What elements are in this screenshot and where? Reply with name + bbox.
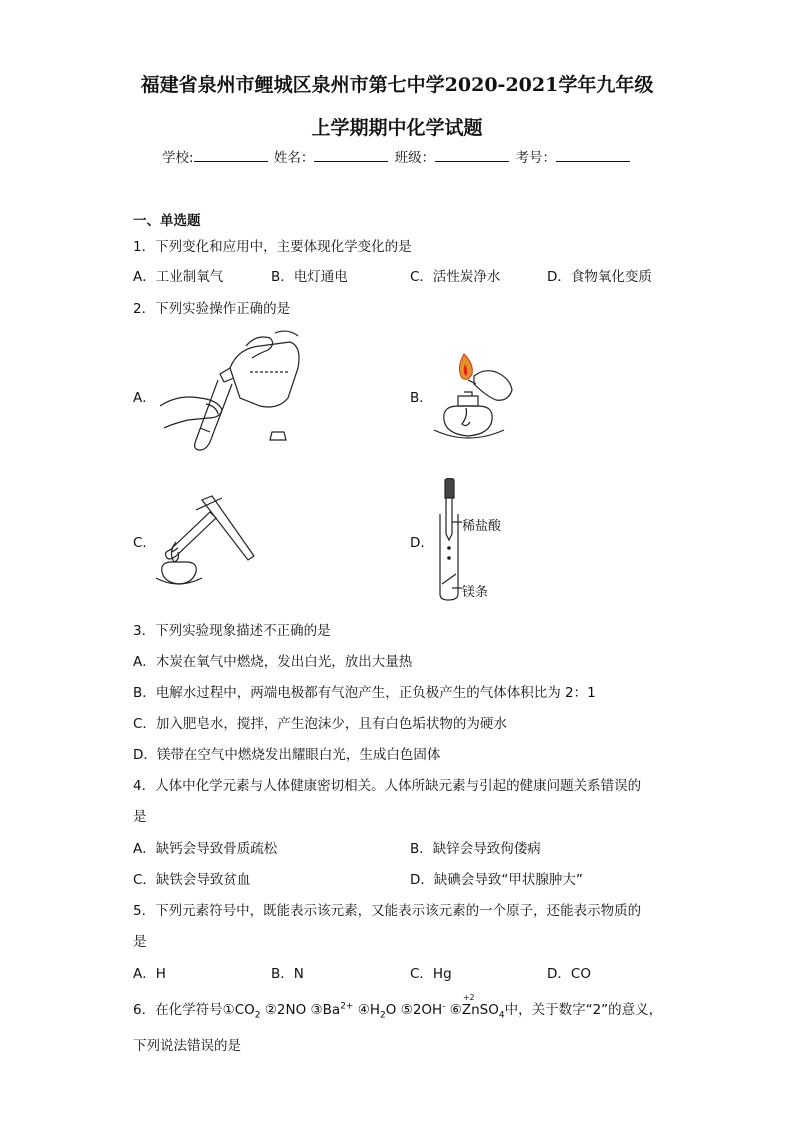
section-title: 一、单选题 [133,213,201,229]
q2-option-d-label[interactable]: D． [410,535,434,551]
title-line-1: 福建省泉州市鲤城区泉州市第七中学2020-2021学年九年级 [140,74,654,96]
q5-option-c[interactable]: C．Hg [410,966,452,982]
symbol-2: 2NO [276,1002,307,1018]
q5-option-b[interactable]: B．N [271,966,304,982]
magnesium-strip-label: 镁条 [462,585,489,600]
q5-option-a[interactable]: A．H [133,966,166,982]
symbol-1-number: ① [222,1002,235,1018]
symbol-5-superscript: - [442,1001,446,1012]
q2-option-a-label[interactable]: A． [133,390,156,406]
pouring-liquid-figure [160,328,305,453]
name-label: 姓名： [273,150,315,166]
q4-option-c[interactable]: C．缺铁会导致贫血 [133,872,251,888]
q1-option-a[interactable]: A．工业制氧气 [133,269,224,285]
student-info-row [0,146,794,166]
q5-option-d[interactable]: D．CO [547,966,591,982]
symbol-6-number: ⑥ [449,1002,462,1018]
q1-option-b[interactable]: B．电灯通电 [271,269,348,285]
q6-prefix: 6．在化学符号 [133,1002,223,1018]
question-1-stem: 1．下列变化和应用中，主要体现化学变化的是 [133,239,412,255]
q3-option-a[interactable]: A．木炭在氧气中燃烧，发出白光，放出大量热 [133,654,413,670]
class-label: 班级： [394,150,436,166]
question-6-stem-line-2: 下列说法错误的是 [133,1038,241,1054]
symbol-3: Ba [322,1002,341,1018]
q3-option-c[interactable]: C．加入肥皂水，搅拌，产生泡沫少，且有白色垢状物的为硬水 [133,716,507,732]
q3-option-b[interactable]: B．电解水过程中，两端电极都有气泡产生，正负极产生的气体体积比为 2：1 [133,685,596,701]
symbol-3-superscript: 2+ [340,1001,354,1012]
symbol-1-subscript: 2 [254,1010,261,1021]
school-label: 学校: [162,150,194,166]
class-blank[interactable] [435,148,509,162]
symbol-4-tail: O [385,1002,397,1018]
question-5-stem-line-1: 5．下列元素符号中，既能表示该元素，又能表示该元素的一个原子，还能表示物质的 [133,903,642,919]
question-5-stem-line-2: 是 [133,934,147,950]
question-4-stem-line-1: 4．人体中化学元素与人体健康密切相关。人体所缺元素与引起的健康问题关系错误的 [133,778,642,794]
q3-option-d[interactable]: D．镁带在空气中燃烧发出耀眼白光，生成白色固体 [133,747,441,763]
question-2-stem: 2．下列实验操作正确的是 [133,301,291,317]
symbol-4-number: ④ [357,1002,370,1018]
q4-option-d[interactable]: D．缺碘会导致“甲状腺肿大” [410,872,583,888]
symbol-4-subscript: 2 [380,1010,386,1021]
symbol-6-valence: +2 [462,993,475,1002]
number-label: 考号： [515,150,556,166]
symbol-6-subscript: 4 [498,1010,505,1021]
title-line-2: 上学期期中化学试题 [311,117,483,139]
number-blank[interactable] [556,148,630,162]
symbol-4: H [369,1002,381,1018]
symbol-3-number: ③ [310,1002,323,1018]
question-3-stem: 3．下列实验现象描述不正确的是 [133,623,331,639]
q6-suffix: 中，关于数字“2”的意义， [504,1002,663,1018]
symbol-5: 2OH [412,1002,443,1018]
q4-option-a[interactable]: A．缺钙会导致骨质疏松 [133,841,278,857]
q1-option-d[interactable]: D．食物氧化变质 [547,269,652,285]
symbol-5-number: ⑤ [400,1002,413,1018]
question-6-stem-line-1 [133,993,663,1021]
alcohol-lamp-lighting-figure [430,350,520,442]
q4-option-b[interactable]: B．缺锌会导致佝偻病 [410,841,541,857]
question-4-stem-line-2: 是 [133,809,147,825]
dilute-hcl-label: 稀盐酸 [462,519,502,534]
q2-option-b-label[interactable]: B． [410,390,433,406]
symbol-2-number: ② [264,1002,277,1018]
school-blank[interactable] [194,148,268,162]
heating-test-tube-figure [150,490,260,590]
symbol-6-wrapper [461,993,499,1018]
q1-option-c[interactable]: C．活性炭净水 [410,269,501,285]
symbol-6: ZnSO [461,1002,499,1018]
q2-option-c-label[interactable]: C． [133,535,156,551]
name-blank[interactable] [314,148,388,162]
symbol-1: CO [234,1002,255,1018]
